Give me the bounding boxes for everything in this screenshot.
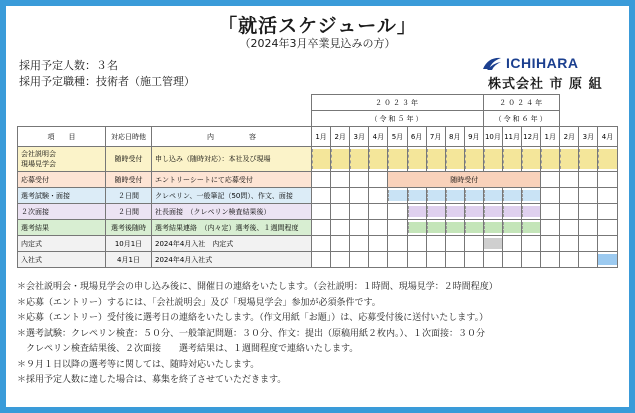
row-content: クレペリン、一般筆記（50問）、作文、面接	[152, 188, 312, 204]
row-label-line: 入社式	[21, 255, 42, 264]
note-line: ＊応募（エントリー）受付後に選考日の連絡をいたします。（作文用紙「お題」）は、応募受付後に送付いたします。）	[17, 313, 489, 323]
schedule-bar-segment	[408, 190, 426, 201]
month-cell	[407, 236, 426, 252]
month-cell	[579, 147, 598, 172]
month-header: 12月	[522, 127, 541, 147]
month-header: 1月	[312, 127, 331, 147]
month-cell	[388, 220, 407, 236]
row-label-line: 内定式	[21, 239, 42, 248]
row-label	[18, 252, 106, 268]
schedule-bar-segment	[388, 190, 406, 201]
month-cell	[312, 252, 331, 268]
row-date: 10月1日	[106, 236, 152, 252]
schedule-bar-segment	[503, 149, 521, 169]
schedule-table	[17, 94, 618, 268]
month-cell	[598, 220, 617, 236]
row-date: 随時受付	[106, 147, 152, 172]
month-cell	[560, 172, 579, 188]
month-cell	[369, 204, 388, 220]
month-cell	[350, 188, 369, 204]
schedule-bar-segment	[312, 149, 330, 169]
month-cell	[407, 188, 426, 204]
month-cell	[598, 236, 617, 252]
company-name: 株式会社 市 原 組	[488, 77, 603, 92]
month-cell	[464, 188, 483, 204]
month-cell	[445, 220, 464, 236]
row-date: 4月1日	[106, 252, 152, 268]
month-header: 7月	[426, 127, 445, 147]
month-cell	[522, 147, 541, 172]
row-date: ２日間	[106, 204, 152, 220]
schedule-bar-segment	[408, 206, 426, 217]
schedule-bar-segment	[369, 149, 387, 169]
month-header: 11月	[502, 127, 521, 147]
month-cell	[541, 252, 560, 268]
month-cell	[407, 204, 426, 220]
month-cell	[388, 147, 407, 172]
schedule-bar-segment	[446, 206, 464, 217]
month-cell	[541, 172, 560, 188]
row-label	[18, 204, 106, 220]
month-cell	[445, 188, 464, 204]
schedule-bar-segment	[465, 206, 483, 217]
month-cell	[388, 188, 407, 204]
note-line: ＊応募（エントリー）するには、「会社説明会」及び「現場見学会」参加が必須条件です。	[17, 297, 381, 308]
month-header: 5月	[388, 127, 407, 147]
month-cell	[312, 236, 331, 252]
month-cell	[388, 172, 541, 188]
month-cell	[388, 236, 407, 252]
era-label: （令和５年）	[312, 111, 484, 127]
row-label-line: 選考結果	[21, 223, 49, 232]
row-label	[18, 236, 106, 252]
schedule-bar-segment	[427, 149, 445, 169]
schedule-bar-segment	[331, 149, 349, 169]
month-header: 4月	[598, 127, 617, 147]
schedule-bar-segment	[427, 206, 445, 217]
month-cell	[560, 220, 579, 236]
schedule-row	[18, 252, 618, 268]
month-cell	[483, 204, 502, 220]
month-cell	[426, 147, 445, 172]
month-cell	[312, 204, 331, 220]
month-cell	[541, 236, 560, 252]
month-cell	[445, 147, 464, 172]
schedule-bar-segment	[484, 206, 502, 217]
schedule-bar-segment	[484, 190, 502, 201]
month-cell	[502, 236, 521, 252]
row-label-line: 会社説明会	[21, 150, 56, 158]
year-row	[18, 95, 618, 111]
month-cell	[598, 147, 617, 172]
column-header-row	[18, 127, 618, 147]
schedule-bar-segment	[350, 149, 368, 169]
schedule-row	[18, 236, 618, 252]
month-cell	[502, 204, 521, 220]
month-cell	[541, 147, 560, 172]
month-cell	[312, 220, 331, 236]
month-cell	[598, 172, 617, 188]
schedule-bar-segment	[503, 206, 521, 217]
month-cell	[560, 188, 579, 204]
page-subtitle: （2024年3月卒業見込みの方）	[239, 37, 396, 50]
month-cell	[560, 252, 579, 268]
month-cell	[464, 147, 483, 172]
month-cell	[445, 252, 464, 268]
month-cell	[522, 220, 541, 236]
month-cell	[541, 188, 560, 204]
schedule-bar-segment	[484, 238, 502, 249]
month-cell	[541, 204, 560, 220]
schedule-bar-segment	[408, 222, 426, 233]
month-cell	[464, 220, 483, 236]
month-cell	[483, 252, 502, 268]
logo-text: ICHIHARA	[506, 55, 579, 71]
note-line: クレペリン検査結果後、２次面接 選考結果は、１週間程度で連絡いたします。	[17, 344, 359, 354]
row-label-line: 選考試験・面接	[21, 191, 70, 200]
header-blank	[18, 111, 312, 127]
month-cell	[388, 204, 407, 220]
note-line: ＊採用予定人数に達した場合は、募集を終了させていただきます。	[17, 375, 287, 385]
row-label	[18, 188, 106, 204]
month-cell	[369, 236, 388, 252]
month-cell	[407, 252, 426, 268]
schedule-bar-segment	[408, 149, 426, 169]
schedule-bar-segment	[598, 149, 616, 169]
row-content: エントリーシートにて応募受付	[152, 172, 312, 188]
month-cell	[598, 188, 617, 204]
schedule-bar-label: 随時受付	[450, 175, 479, 184]
headcount-text: 採用予定人数：３名	[19, 59, 118, 72]
month-cell	[369, 188, 388, 204]
row-label	[18, 147, 106, 172]
row-content: 選考結果連絡 （内々定）選考後、１週間程度	[152, 220, 312, 236]
month-cell	[312, 172, 331, 188]
page-title: 「就活スケジュール」	[218, 15, 417, 37]
month-header: 10月	[483, 127, 502, 147]
month-cell	[560, 204, 579, 220]
month-cell	[598, 252, 617, 268]
month-cell	[579, 220, 598, 236]
era-row	[18, 111, 618, 127]
schedule-bar-segment	[465, 149, 483, 169]
schedule-bar-segment	[522, 149, 540, 169]
schedule-bar-segment	[484, 222, 502, 233]
month-cell	[598, 204, 617, 220]
row-label-line: 応募受付	[21, 175, 49, 184]
month-cell	[369, 172, 388, 188]
month-cell	[331, 188, 350, 204]
schedule-card	[6, 6, 629, 407]
schedule-bar-segment	[465, 222, 483, 233]
month-cell	[331, 172, 350, 188]
year-label: ２０２３年	[312, 95, 484, 111]
month-cell	[464, 236, 483, 252]
schedule-row	[18, 172, 618, 188]
notes-list	[17, 280, 498, 389]
schedule-row	[18, 204, 618, 220]
month-cell	[350, 204, 369, 220]
month-cell	[388, 252, 407, 268]
header-blank	[18, 95, 312, 111]
month-cell	[350, 236, 369, 252]
header-item: 項 目	[18, 127, 106, 147]
header-date: 対応日時他	[106, 127, 152, 147]
row-date: 選考後随時	[106, 220, 152, 236]
schedule-bar-segment	[522, 190, 540, 201]
row-date: 随時受付	[106, 172, 152, 188]
month-cell	[579, 188, 598, 204]
month-cell	[541, 220, 560, 236]
month-cell	[579, 236, 598, 252]
schedule-bar-segment	[541, 149, 559, 169]
month-cell	[502, 252, 521, 268]
schedule-row	[18, 147, 618, 172]
month-cell	[407, 220, 426, 236]
row-label-line: 現場見学会	[21, 160, 56, 168]
row-label	[18, 220, 106, 236]
company-logo	[482, 55, 578, 71]
month-cell	[464, 252, 483, 268]
month-cell	[426, 220, 445, 236]
note-line: ＊選考試験：クレペリン検査：５０分、一般筆記問題：３０分、作文：提出（原稿用紙２枚内。）、１次面接：３０分	[17, 328, 486, 339]
month-header: 4月	[369, 127, 388, 147]
month-cell	[407, 147, 426, 172]
month-cell	[502, 220, 521, 236]
schedule-bar-segment	[579, 149, 597, 169]
month-cell	[369, 252, 388, 268]
era-label: （令和６年）	[483, 111, 559, 127]
row-label	[18, 172, 106, 188]
month-cell	[522, 204, 541, 220]
month-cell	[331, 236, 350, 252]
schedule-bar-segment	[446, 190, 464, 201]
logo-mark-icon	[482, 55, 502, 71]
month-cell	[331, 252, 350, 268]
schedule-bar-segment	[427, 190, 445, 201]
month-header: 3月	[350, 127, 369, 147]
month-cell	[483, 147, 502, 172]
job-type-text: 採用予定職種：技術者（施工管理）	[19, 75, 195, 88]
row-content: 申し込み（随時対応）：本社及び現場	[152, 147, 312, 172]
month-header: 6月	[407, 127, 426, 147]
schedule-bar-segment	[522, 222, 540, 233]
row-date: ２日間	[106, 188, 152, 204]
month-cell	[464, 204, 483, 220]
month-cell	[350, 252, 369, 268]
month-header: 2月	[331, 127, 350, 147]
month-cell	[350, 147, 369, 172]
month-cell	[426, 236, 445, 252]
row-content: 2024年4月入社 内定式	[152, 236, 312, 252]
month-cell	[312, 188, 331, 204]
schedule-bar-segment	[446, 149, 464, 169]
row-label-line: ２次面接	[21, 207, 49, 216]
month-cell	[502, 188, 521, 204]
schedule-bar-segment	[427, 222, 445, 233]
month-cell	[350, 220, 369, 236]
month-cell	[483, 236, 502, 252]
month-cell	[579, 172, 598, 188]
row-content: 社長面接 （クレペリン検査結果後）	[152, 204, 312, 220]
month-cell	[445, 204, 464, 220]
month-cell	[331, 220, 350, 236]
month-cell	[426, 188, 445, 204]
month-cell	[579, 252, 598, 268]
schedule-bar-segment	[446, 222, 464, 233]
month-header: 2月	[560, 127, 579, 147]
schedule-row	[18, 220, 618, 236]
month-cell	[502, 147, 521, 172]
month-cell	[426, 204, 445, 220]
month-cell	[522, 252, 541, 268]
month-header: 9月	[464, 127, 483, 147]
month-cell	[522, 188, 541, 204]
schedule-bar-segment	[503, 190, 521, 201]
schedule-bar-segment	[560, 149, 578, 169]
schedule-bar-segment	[503, 222, 521, 233]
schedule-bar-segment	[598, 254, 616, 265]
month-cell	[560, 147, 579, 172]
month-cell	[445, 236, 464, 252]
year-label: ２０２４年	[483, 95, 559, 111]
month-header: 8月	[445, 127, 464, 147]
month-header: 1月	[541, 127, 560, 147]
month-cell	[483, 220, 502, 236]
schedule-bar-segment	[465, 190, 483, 201]
note-line: ＊９月１日以降の選考等に関しては、随時対応いたします。	[17, 359, 260, 370]
note-line: ＊会社説明会・現場見学会の申し込み後に、開催日の連絡をいたします。（会社説明：１時間、現場見学：２時間程度）	[17, 282, 498, 292]
row-content: 2024年4月入社式	[152, 252, 312, 268]
month-cell	[483, 188, 502, 204]
month-cell	[350, 172, 369, 188]
month-cell	[331, 147, 350, 172]
schedule-bar-segment	[522, 206, 540, 217]
header-content: 内 容	[152, 127, 312, 147]
schedule-bar-segment	[388, 149, 406, 169]
month-cell	[369, 220, 388, 236]
month-cell	[369, 147, 388, 172]
schedule-row	[18, 188, 618, 204]
schedule-bar-segment	[484, 149, 502, 169]
month-cell	[312, 147, 331, 172]
month-cell	[331, 204, 350, 220]
month-cell	[522, 236, 541, 252]
month-cell	[426, 252, 445, 268]
month-cell	[560, 236, 579, 252]
month-header: 3月	[579, 127, 598, 147]
month-cell	[579, 204, 598, 220]
